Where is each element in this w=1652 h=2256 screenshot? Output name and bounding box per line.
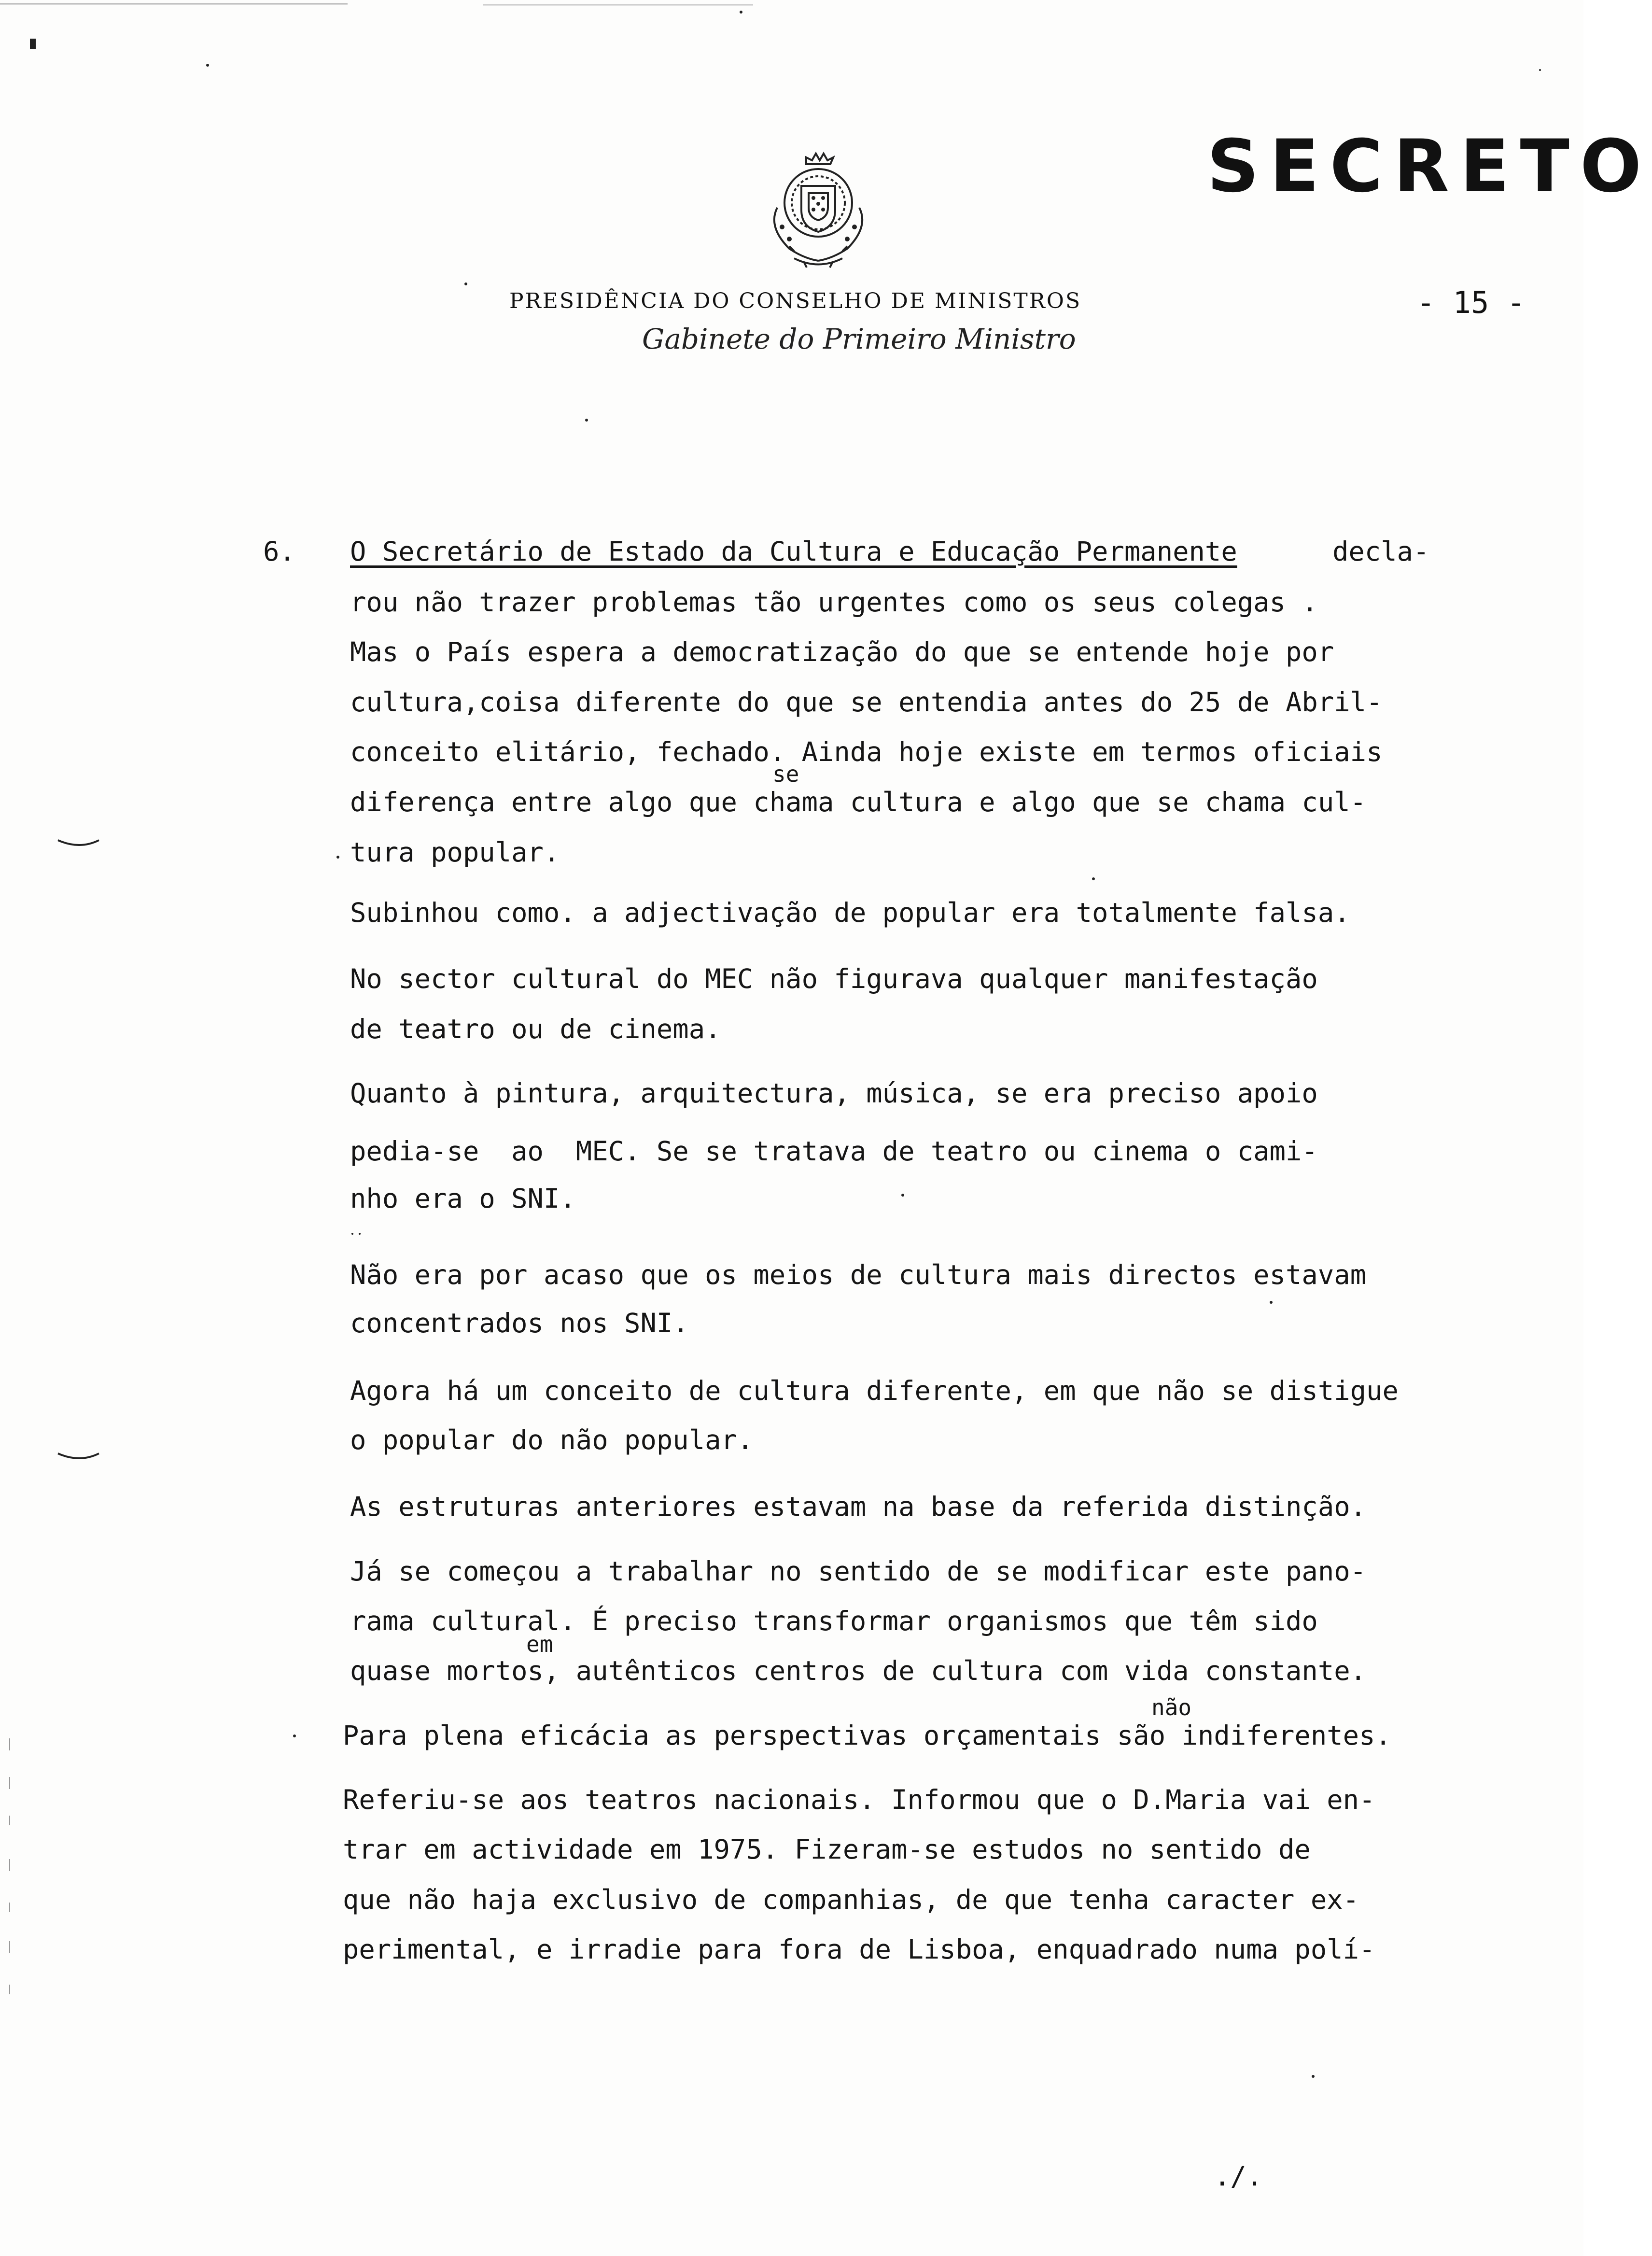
text-line: que não haja exclusivo de companhias, de que tenha caracter ex-	[343, 1884, 1359, 1916]
page-number: - 15 -	[1417, 285, 1525, 320]
item-heading: O Secretário de Estado da Cultura e Educação Permanente	[350, 536, 1237, 567]
text-line: cultura,coisa diferente do que se entendia antes do 25 de Abril-	[350, 687, 1383, 718]
coat-of-arms-icon	[760, 150, 876, 275]
punch-speck	[30, 39, 36, 49]
text-line: pedia-se ao MEC. Se se tratava de teatro ou cinema o cami-	[350, 1136, 1318, 1167]
text-line: conceito elitário, fechado. Ainda hoje existe em termos oficiais	[350, 736, 1383, 768]
text-line: Mas o País espera a democratização do que se entende hoje por	[350, 636, 1334, 668]
text-line: Agora há um conceito de cultura diferente, em que não se distigue	[350, 1375, 1399, 1407]
text-line: perimental, e irradie para fora de Lisboa, enquadrado numa polí-	[343, 1934, 1375, 1965]
text-line: Quanto à pintura, arquitectura, música, se era preciso apoio	[350, 1078, 1318, 1109]
handwritten-insertion: não	[1151, 1694, 1192, 1720]
office-subheader: Gabinete do Primeiro Ministro	[642, 323, 1076, 355]
text-line: Referiu-se aos teatros nacionais. Informou que o D.Maria vai en-	[343, 1784, 1375, 1816]
text-line: diferença entre algo que chama cultura e algo que se chama cul-	[350, 787, 1367, 818]
continuation-mark: ./.	[1214, 2161, 1263, 2192]
text-line: decla-	[1332, 536, 1429, 567]
text-line: rou não trazer problemas tão urgentes como os seus colegas .	[350, 587, 1318, 618]
handwritten-insertion: em	[526, 1631, 553, 1657]
margin-mark	[58, 1453, 99, 1458]
text-line: de teatro ou de cinema.	[350, 1014, 721, 1045]
text-line: trar em actividade em 1975. Fizeram-se estudos no sentido de	[343, 1834, 1311, 1865]
text-line: Não era por acaso que os meios de cultura mais directos estavam	[350, 1259, 1367, 1291]
text-line: concentrados nos SNI.	[350, 1308, 689, 1339]
margin-mark	[58, 840, 99, 845]
text-line: Já se começou a trabalhar no sentido de se modificar este pano-	[350, 1556, 1367, 1587]
text-line: As estruturas anteriores estavam na base da referida distinção.	[350, 1491, 1367, 1523]
text-line: Subinhou como. a adjectivação de popular era totalmente falsa.	[350, 897, 1350, 929]
item-number: 6.	[263, 536, 295, 567]
text-line: tura popular.	[350, 837, 560, 868]
text-line: No sector cultural do MEC não figurava qualquer manifestação	[350, 963, 1318, 995]
institution-header: PRESIDÊNCIA DO CONSELHO DE MINISTROS	[509, 289, 1082, 313]
text-line: quase mortos, autênticos centros de cultura com vida constante.	[350, 1655, 1367, 1687]
handwritten-insertion: se	[772, 761, 799, 787]
classification-stamp: SECRETO	[1207, 125, 1652, 209]
text-line: o popular do não popular.	[350, 1424, 754, 1456]
text-line: rama cultural. É preciso transformar organismos que têm sido	[350, 1606, 1318, 1637]
text-line: Para plena eficácia as perspectivas orçamentais são indiferentes.	[343, 1720, 1391, 1751]
text-line: nho era o SNI.	[350, 1183, 576, 1214]
